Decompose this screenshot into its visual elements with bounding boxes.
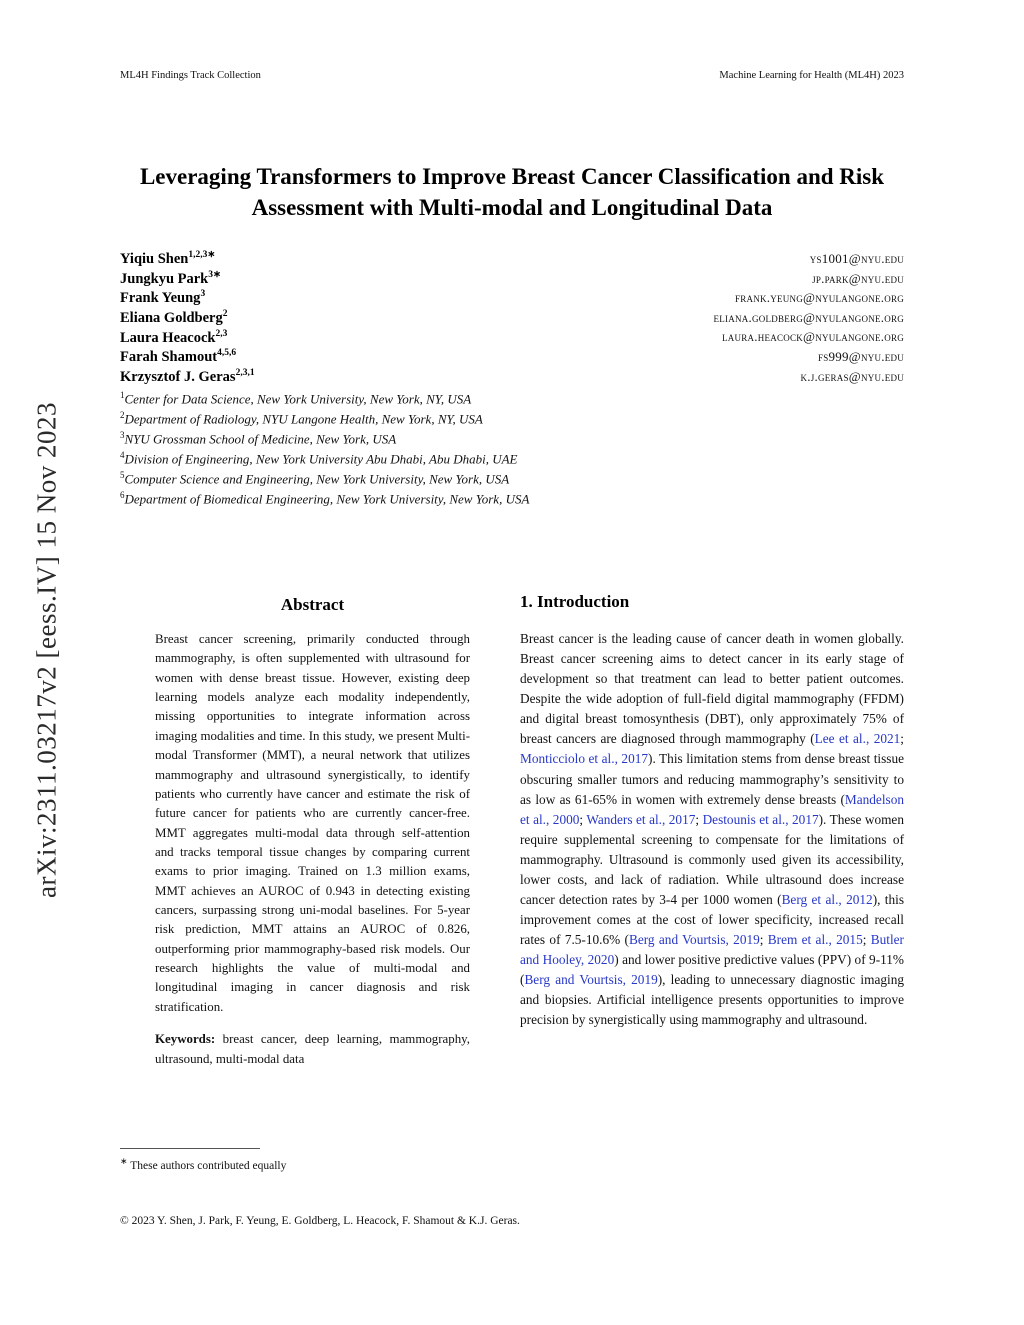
author-name: Farah Shamout$^{4,5,6}$ (120, 348, 237, 366)
authors-block (120, 249, 904, 388)
header-left-text: ML4H Findings Track Collection (120, 70, 261, 81)
affiliation-row (120, 450, 904, 470)
citation-link[interactable]: Berg et al., 2012 (781, 892, 873, 908)
paragraph-text: Breast cancer is the leading cause of cancer death in women globally. Breast cancer screening aims to detect cancer in its early stage of development so that treatment can lead to better patient outcomes. Despite the wide adoption of full-field digital mammography (FFDM) and digital breast tomosynthesis (DBT), only approximately 75% of breast cancers are diagnosed through mammography ( (520, 631, 904, 747)
keywords-label: Keywords: (155, 1032, 216, 1047)
affiliation-number: 3 (120, 430, 125, 441)
arxiv-identifier-sidebar: arXiv:2311.03217v2 [eess.IV] 15 Nov 2023 (31, 402, 62, 898)
author-row (120, 329, 904, 349)
author-email[interactable]: laura.heacock@nyulangone.org (722, 329, 904, 345)
paragraph-text: ). This limitation stems from dense breast tissue obscuring smaller tumors and reducing mammography’s sensitivity to as low as 61-65% in women with extremely dense breasts ( (520, 751, 905, 807)
citation-link[interactable]: Berg and Vourtsis, 2019 (628, 932, 760, 948)
affiliation-text: Department of Radiology, NYU Langone Health, New York, NY, USA (124, 411, 483, 427)
author-name: Eliana Goldberg$^2$ (120, 308, 228, 326)
citation-link[interactable]: Butler and Hooley, 2020 (520, 932, 904, 968)
author-email[interactable]: eliana.goldberg@nyulangone.org (713, 309, 904, 325)
paragraph-text: ; (900, 731, 904, 747)
author-affiliation-sup: 3∗ (208, 269, 221, 280)
citation-link[interactable]: Destounis et al., 2017 (702, 811, 819, 827)
citation-link[interactable]: Monticciolo et al., 2017 (520, 751, 649, 767)
author-affiliation-sup: 2 (222, 308, 228, 319)
author-affiliation-sup: 3 (200, 288, 206, 299)
author-name: Jungkyu Park$^{3∗}$ (120, 269, 221, 287)
author-row (120, 309, 904, 329)
paragraph-text: ; (695, 811, 703, 827)
footnote-marker: ∗ (120, 1156, 128, 1166)
paragraph-text: ), leading to unnecessary diagnostic imaging and biopsies. Artificial intelligence presents opportunities to improve precision by synergistically using mammography and ultrasound. (520, 972, 904, 1028)
affiliation-row (120, 410, 904, 430)
author-row (120, 348, 904, 368)
running-header (120, 70, 904, 81)
author-affiliation-sup: 2,3,1 (235, 368, 255, 379)
affiliation-text: Computer Science and Engineering, New York University, New York, USA (124, 471, 510, 487)
author-row (120, 249, 904, 269)
abstract-heading: Abstract (280, 595, 345, 614)
affiliation-text: Center for Data Science, New York University, New York, NY, USA (124, 391, 472, 407)
affiliation-text: NYU Grossman School of Medicine, New York, USA (124, 431, 397, 447)
author-email[interactable]: jp.park@nyu.edu (812, 270, 904, 286)
header-right-text: Machine Learning for Health (ML4H) 2023 (719, 70, 904, 81)
paragraph-text: ; (759, 932, 768, 948)
copyright-footer: © 2023 Y. Shen, J. Park, F. Yeung, E. Goldberg, L. Heacock, F. Shamout & K.J. Geras. (120, 1215, 520, 1227)
paragraph-text: ) and lower positive predictive values (PPV) of 9-11% ( (520, 952, 904, 988)
citation-link[interactable]: Lee et al., 2021 (814, 731, 901, 747)
author-affiliation-sup: 1,2,3∗ (188, 250, 216, 260)
left-column (120, 595, 470, 1069)
author-name: Yiqiu Shen$^{1,2,3∗}$ (120, 250, 216, 267)
affiliation-text: Department of Biomedical Engineering, New York University, New York, USA (124, 491, 530, 507)
author-row (120, 289, 904, 309)
affiliation-number: 4 (120, 450, 125, 461)
introduction-heading: 1. Introduction (520, 592, 630, 611)
affiliation-text: Division of Engineering, New York University Abu Dhabi, Abu Dhabi, UAE (124, 451, 518, 467)
author-name: Laura Heacock$^{2,3}$ (120, 328, 228, 346)
affiliations-block (120, 390, 904, 511)
affiliation-row (120, 490, 904, 510)
footnote-block (120, 1148, 470, 1172)
footnote-rule (120, 1148, 260, 1149)
citation-link[interactable]: Berg and Vourtsis, 2019 (524, 972, 658, 988)
paragraph-text: ). These women require supplemental screening to compensate for the limitations of mammography. Ultrasound is commonly used given its accessibility, lower costs, and lack of radiation. While ultrasound does increase cancer detection rates by 3-4 per 1000 women ( (520, 811, 904, 908)
affiliation-number: 1 (120, 390, 125, 400)
affiliation-number: 5 (120, 470, 125, 481)
affiliation-row (120, 390, 904, 410)
paper-title: Leveraging Transformers to Improve Breast Cancer Classification and Risk Assessment with Multi-modal and Longitudinal Data (139, 164, 885, 220)
paragraph-text: ), this improvement comes at the cost of lower specificity, increased recall rates of 7.5-10.6% ( (520, 892, 905, 948)
author-row (120, 368, 904, 388)
right-column (520, 592, 904, 1031)
author-row (120, 269, 904, 289)
author-affiliation-sup: 2,3 (215, 328, 228, 339)
author-email[interactable]: ys1001@nyu.edu (809, 250, 904, 266)
citation-link[interactable]: Brem et al., 2015 (767, 932, 863, 948)
affiliation-number: 6 (120, 490, 125, 501)
footnote-text: These authors contributed equally (127, 1159, 287, 1172)
keywords-paragraph (155, 1030, 470, 1069)
keywords-text: breast cancer, deep learning, mammography, ultrasound, multi-modal data (155, 1032, 470, 1066)
affiliation-row (120, 470, 904, 490)
affiliation-row (120, 430, 904, 450)
author-name: Frank Yeung$^3$ (120, 288, 206, 306)
author-email[interactable]: k.j.geras@nyu.edu (800, 369, 904, 385)
author-email[interactable]: fs999@nyu.edu (818, 349, 904, 365)
intro-paragraph (520, 629, 904, 1031)
citation-link[interactable]: Mandelson et al., 2000 (520, 791, 904, 827)
citation-link[interactable]: Wanders et al., 2017 (586, 811, 696, 827)
affiliation-number: 2 (120, 410, 125, 421)
abstract-body: Breast cancer screening, primarily conducted through mammography, is often supplemented with ultrasound for women with dense breast tissue. However, existing deep learning models analyze each modality independently, missing opportunities to integrate information across imaging modalities and time. In this study, we present Multi-modal Transformer (MMT), a neural network that utilizes mammography and ultrasound synergistically, to identify patients who currently have cancer and estimate the risk of future cancer for patients who are currently cancer-free. MMT aggregates multi-modal data through self-attention and tracks temporal tissue changes by comparing current exams to prior imaging. Trained on 1.3 million exams, MMT achieves an AUROC of 0.943 in detecting existing cancers, surpassing strong uni-modal baselines. For 5-year risk prediction, MMT attains an AUROC of 0.826, outperforming prior mammography-based risk models. Our research highlights the value of multi-modal and longitudinal imaging in cancer diagnosis and risk stratification. (155, 632, 470, 1014)
paragraph-text: ; (579, 811, 587, 827)
author-email[interactable]: frank.yeung@nyulangone.org (735, 289, 904, 305)
author-name: Krzysztof J. Geras$^{2,3,1}$ (120, 368, 255, 386)
author-affiliation-sup: 4,5,6 (217, 348, 237, 359)
paragraph-text: ; (862, 932, 871, 948)
